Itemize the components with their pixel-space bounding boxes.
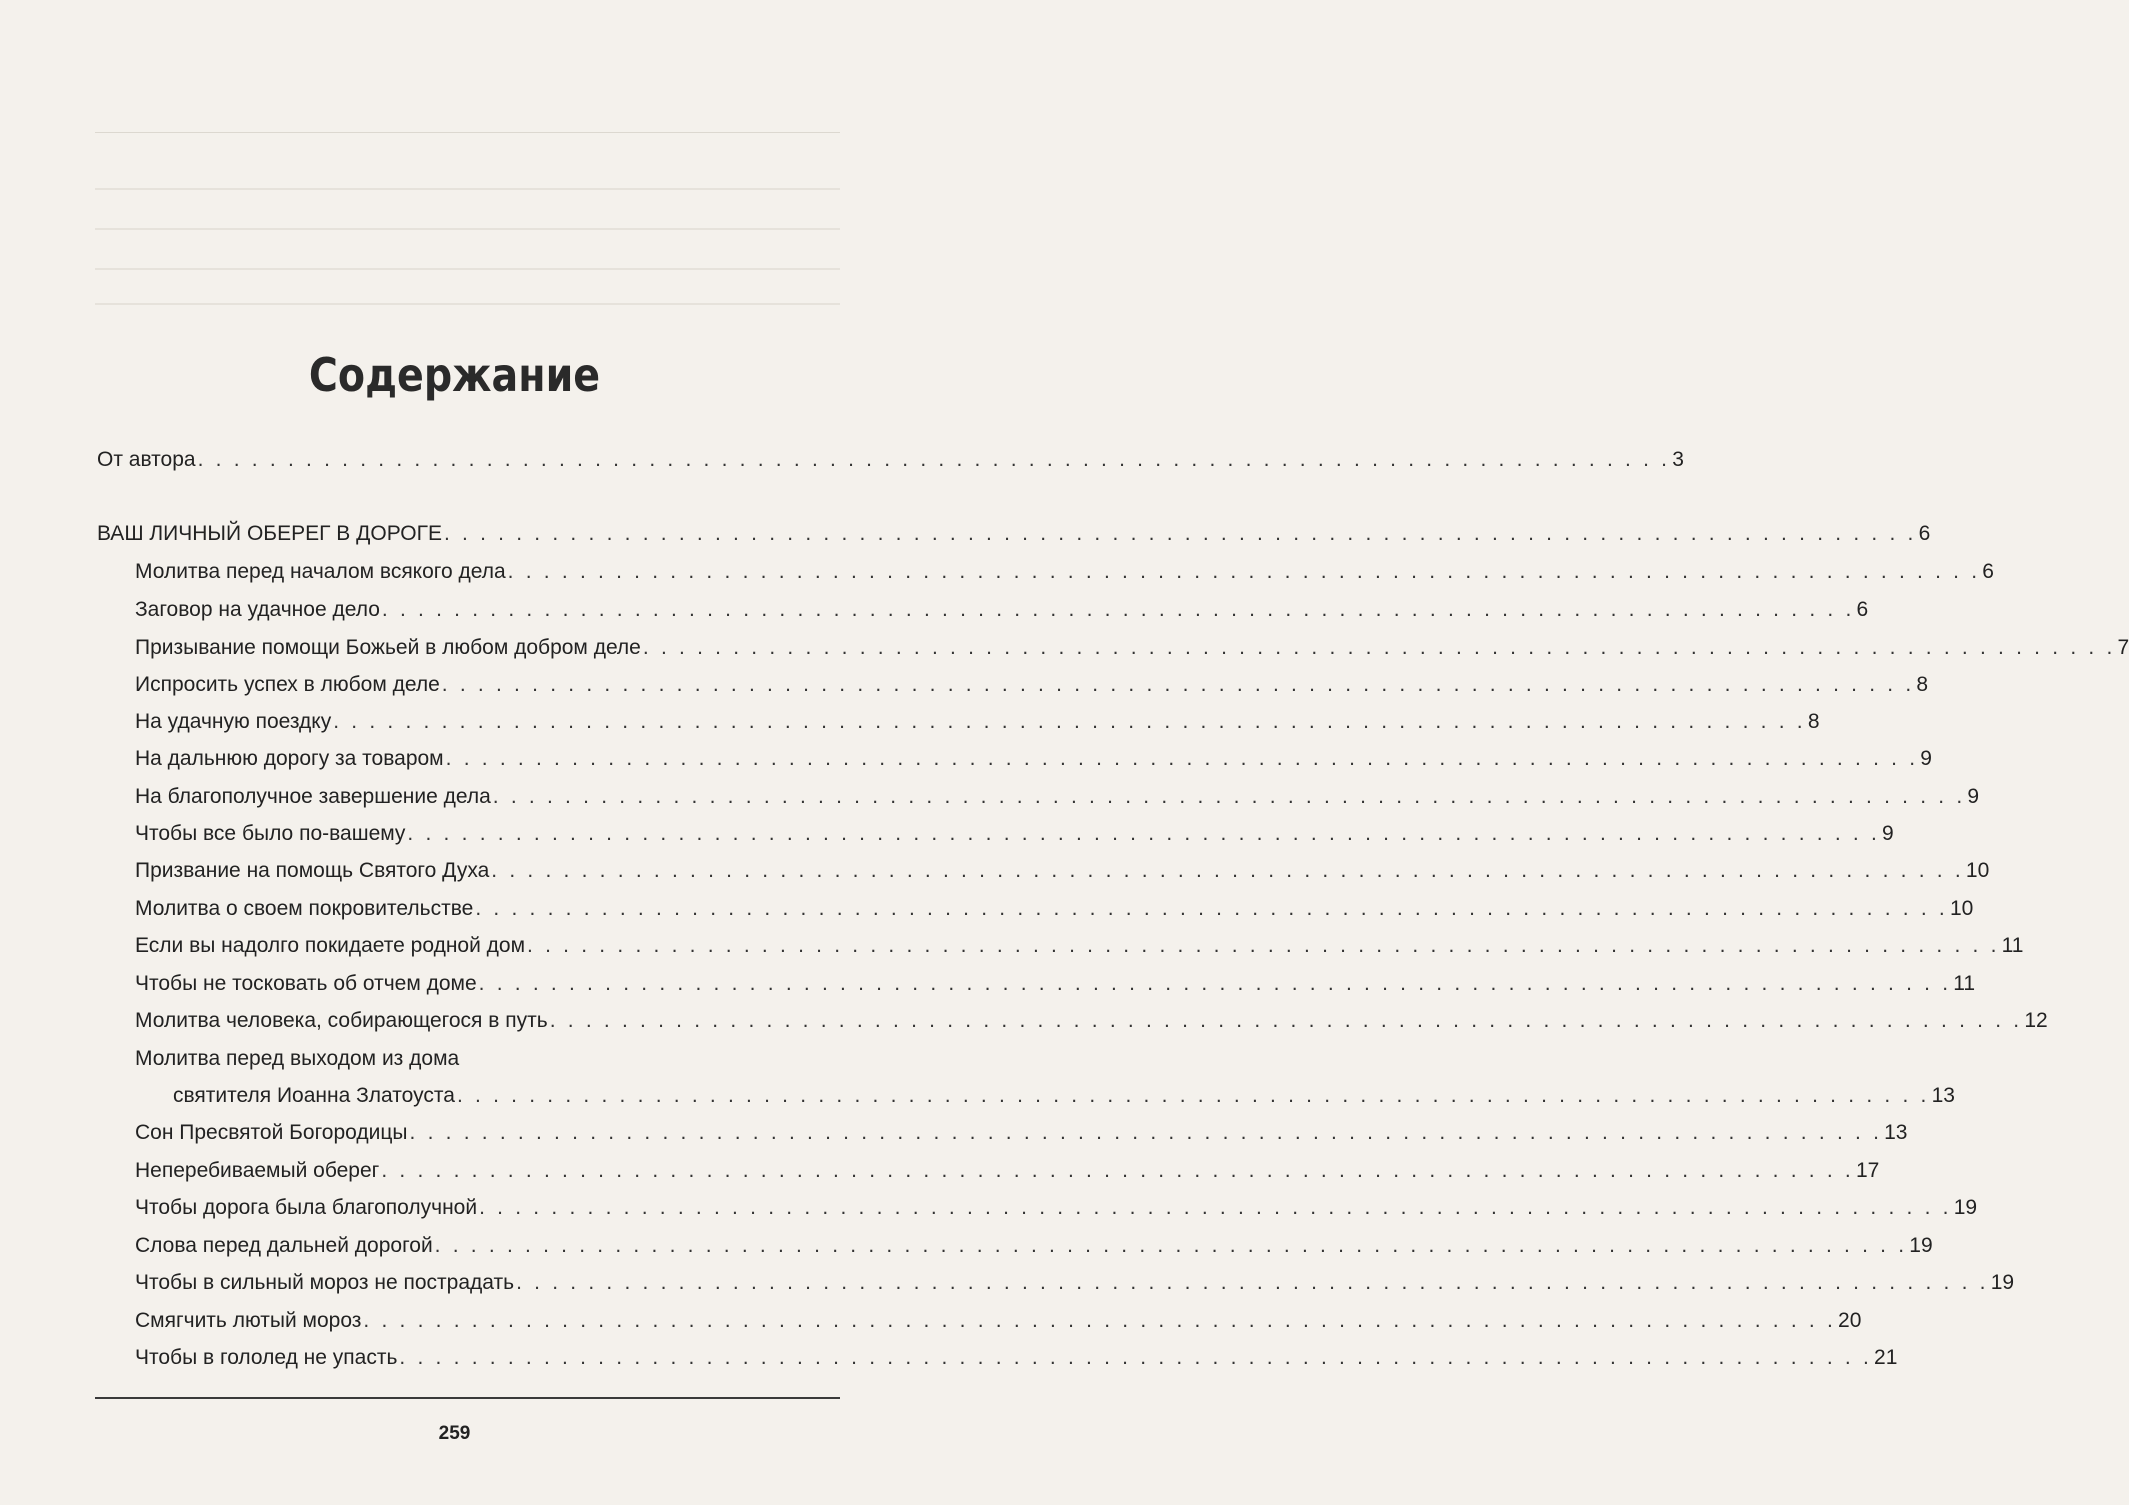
toc-entry [135, 1231, 1933, 1261]
toc-entry [135, 819, 1894, 849]
toc-entry-title: Заговор на удачное дело [135, 598, 380, 621]
toc-entry-title: Испросить успех в любом деле [135, 673, 440, 696]
toc-entry-page: 12 [2024, 1009, 2048, 1032]
dot-leader: . . . . . . . . . . . . . . . . . . . . . . . . . . . . . . . . . . . . . . . . . . . . . . . . . . . . . . . . . . . . . . . . . . . . . . . . . . . . . . . . . . [475, 897, 1948, 920]
toc-entry [135, 969, 1976, 999]
toc-entry [97, 519, 1931, 549]
dot-leader: . . . . . . . . . . . . . . . . . . . . . . . . . . . . . . . . . . . . . . . . . . . . . . . . . . . . . . . . . . . . . . . . . . . . . . . . . . . . . . . . . . [407, 822, 1881, 845]
toc-entry [173, 1081, 1955, 1111]
page-title: Содержание [308, 348, 601, 402]
toc-entry-title: Сон Пресвятой Богородицы [135, 1121, 408, 1144]
dot-leader: . . . . . . . . . . . . . . . . . . . . . . . . . . . . . . . . . . . . . . . . . . . . . . . . . . . . . . . . . . . . . . . . . . . . . . . . . . . . . . . . . . [479, 1196, 1952, 1219]
dot-leader: . . . . . . . . . . . . . . . . . . . . . . . . . . . . . . . . . . . . . . . . . . . . . . . . . . . . . . . . . . . . . . . . . . . . . . . . . . . . . . . . . . [409, 1121, 1883, 1144]
dot-leader: . . . . . . . . . . . . . . . . . . . . . . . . . . . . . . . . . . . . . . . . . . . . . . . . . . . . . . . . . . . . . . . . . . . . . . . . . . . . . . . . . . [527, 934, 2000, 957]
toc-entry-page: 19 [1990, 1271, 2015, 1294]
toc-entry [135, 670, 1929, 700]
toc-entry-title: Если вы надолго покидаете родной дом [135, 934, 526, 957]
toc-entry-title: Неперебиваемый оберег [135, 1159, 380, 1182]
dot-leader: . . . . . . . . . . . . . . . . . . . . . . . . . . . . . . . . . . . . . . . . . . . . . . . . . . . . . . . . . . . . . . . . . . . . . . . . . . . . . . . . . . [381, 598, 1855, 621]
toc-entry-title: На удачную поездку [135, 710, 332, 733]
toc-entry-page: 13 [1884, 1121, 1908, 1144]
toc-entry-page: 13 [1931, 1084, 1955, 1107]
toc-entry-page: 10 [1949, 897, 1974, 920]
toc-entry-page: 17 [1855, 1159, 1880, 1182]
toc-entry [135, 782, 1980, 812]
toc-entry-title: Смягчить лютый мороз [135, 1309, 362, 1332]
toc-entry-title: Чтобы не тосковать об отчем доме [135, 972, 477, 995]
toc-entry-page: 3 [1672, 448, 1684, 471]
toc-entry [135, 1306, 1862, 1336]
toc-entry-page: 11 [1953, 972, 1976, 995]
page-number: 259 [438, 1423, 471, 1444]
toc-entry-title: Слова перед дальней дорогой [135, 1234, 433, 1257]
dot-leader: . . . . . . . . . . . . . . . . . . . . . . . . . . . . . . . . . . . . . . . . . . . . . . . . . . . . . . . . . . . . . . . . . . . . . . . . . . . . . . . . . . [549, 1009, 2023, 1032]
dot-leader: . . . . . . . . . . . . . . . . . . . . . . . . . . . . . . . . . . . . . . . . . . . . . . . . . . . . . . . . . . . . . . . . . . . . . . . . . . . . . . . . . . [507, 560, 1981, 583]
dot-leader: . . . . . . . . . . . . . . . . . . . . . . . . . . . . . . . . . . . . . . . . . . . . . . . . . . . . . . . . . . . . . . . . . . . . . . . . . . . . . . . . . . [441, 673, 1915, 696]
toc-entry-title-continuation: святителя Иоанна Златоуста [173, 1084, 455, 1107]
toc-entry-title: Призвание на помощь Святого Духа [135, 859, 490, 882]
bleed-through-line [95, 188, 840, 190]
toc-entry [135, 1343, 1898, 1373]
toc-entry-title: Чтобы дорога была благополучной [135, 1196, 478, 1219]
footer-rule [95, 1397, 840, 1399]
toc-entry-page: 7 [2117, 636, 2129, 659]
dot-leader: . . . . . . . . . . . . . . . . . . . . . . . . . . . . . . . . . . . . . . . . . . . . . . . . . . . . . . . . . . . . . . . . . . . . . . . . . . . . . . . . . . [363, 1309, 1837, 1332]
toc-entry-page: 19 [1953, 1196, 1978, 1219]
toc-entry [135, 1118, 1908, 1148]
toc-entry [135, 931, 2024, 961]
toc-entry-page: 6 [1982, 560, 1994, 583]
toc-entry [135, 744, 1932, 774]
dot-leader: . . . . . . . . . . . . . . . . . . . . . . . . . . . . . . . . . . . . . . . . . . . . . . . . . . . . . . . . . . . . . . . . . . . . . . . . . . . . . . . . . . [642, 636, 2116, 659]
toc-entry-page: 9 [1967, 785, 1980, 808]
toc-entry-title: На дальнюю дорогу за товаром [135, 747, 444, 770]
dot-leader: . . . . . . . . . . . . . . . . . . . . . . . . . . . . . . . . . . . . . . . . . . . . . . . . . . . . . . . . . . . . . . . . . . . . . . . . . . . . . . . . . . [491, 859, 1964, 882]
toc-entry [135, 1268, 2015, 1298]
toc-entry-page: 19 [1909, 1234, 1933, 1257]
bleed-through-header-line [95, 132, 840, 133]
toc-entry-page: 9 [1882, 822, 1894, 845]
toc-entry-title: Чтобы в гололед не упасть [135, 1346, 398, 1369]
toc-entry [135, 633, 2129, 663]
toc-entry [135, 707, 1820, 737]
toc-entry-title: Чтобы все было по-вашему [135, 822, 406, 845]
bleed-through-line [95, 228, 840, 230]
toc-entry-page: 6 [1918, 522, 1931, 545]
toc-entry [97, 445, 1684, 475]
dot-leader: . . . . . . . . . . . . . . . . . . . . . . . . . . . . . . . . . . . . . . . . . . . . . . . . . . . . . . . . . . . . . . . . . . . . . . . . . . . . . . . . . . [492, 785, 1966, 808]
dot-leader: . . . . . . . . . . . . . . . . . . . . . . . . . . . . . . . . . . . . . . . . . . . . . . . . . . . . . . . . . . . . . . . . . . . . . . . . . . . . . . . . . . [434, 1234, 1908, 1257]
dot-leader: . . . . . . . . . . . . . . . . . . . . . . . . . . . . . . . . . . . . . . . . . . . . . . . . . . . . . . . . . . . . . . . . . . . . . . . . . . . . . . . . . . [445, 747, 1919, 770]
dot-leader: . . . . . . . . . . . . . . . . . . . . . . . . . . . . . . . . . . . . . . . . . . . . . . . . . . . . . . . . . . . . . . . . . . . . . . . . . . . . . . . . . . [456, 1084, 1930, 1107]
toc-entry-page: 9 [1920, 747, 1932, 770]
toc-entry-page: 20 [1838, 1309, 1862, 1332]
toc-entry [135, 1156, 1880, 1186]
toc-entry-title: Молитва о своем покровительстве [135, 897, 474, 920]
toc-entry-title: На благополучное завершение дела [135, 785, 491, 808]
toc-entry [135, 1006, 2048, 1036]
dot-leader: . . . . . . . . . . . . . . . . . . . . . . . . . . . . . . . . . . . . . . . . . . . . . . . . . . . . . . . . . . . . . . . . . . . . . . . . . . . . . . . . . . [443, 522, 1917, 545]
toc-entry-title: Молитва человека, собирающегося в путь [135, 1009, 548, 1032]
toc-entry-title: Призывание помощи Божьей в любом добром деле [135, 636, 641, 659]
dot-leader: . . . . . . . . . . . . . . . . . . . . . . . . . . . . . . . . . . . . . . . . . . . . . . . . . . . . . . . . . . . . . . . . . . . . . . . . . . . . . . . . . . [516, 1271, 1989, 1294]
toc-entry-title: Молитва перед началом всякого дела [135, 560, 506, 583]
dot-leader: . . . . . . . . . . . . . . . . . . . . . . . . . . . . . . . . . . . . . . . . . . . . . . . . . . . . . . . . . . . . . . . . . . . . . . . . . . . . . . . . . . [381, 1159, 1854, 1182]
toc-entry-page: 21 [1874, 1346, 1898, 1369]
toc-entry-title: ВАШ ЛИЧНЫЙ ОБЕРЕГ В ДОРОГЕ [97, 522, 442, 545]
toc-entry-page: 8 [1916, 673, 1929, 696]
dot-leader: . . . . . . . . . . . . . . . . . . . . . . . . . . . . . . . . . . . . . . . . . . . . . . . . . . . . . . . . . . . . . . . . . . . . . . . . . . . . . . . . . . [399, 1346, 1873, 1369]
toc-entry-page: 6 [1856, 598, 1869, 621]
toc-entry [135, 595, 1869, 625]
bleed-through-line [95, 268, 840, 270]
toc-entry-title: От автора [97, 448, 196, 471]
toc-entry [135, 557, 1994, 587]
toc-entry [135, 856, 1990, 886]
bleed-through-line [95, 303, 840, 305]
dot-leader: . . . . . . . . . . . . . . . . . . . . . . . . . . . . . . . . . . . . . . . . . . . . . . . . . . . . . . . . . . . . . . . . . . . . . . . . . . . . . . . . . . [478, 972, 1952, 995]
toc-entry [135, 894, 1974, 924]
toc-entry-page: 10 [1965, 859, 1990, 882]
dot-leader: . . . . . . . . . . . . . . . . . . . . . . . . . . . . . . . . . . . . . . . . . . . . . . . . . . . . . . . . . . . . . . . . . . . . . . . . . . . . . . . . . . [197, 448, 1671, 471]
toc-entry-page: 8 [1807, 710, 1820, 733]
dot-leader: . . . . . . . . . . . . . . . . . . . . . . . . . . . . . . . . . . . . . . . . . . . . . . . . . . . . . . . . . . . . . . . . . . . . . . . . . . . . . . . . . . [333, 710, 1806, 733]
toc-entry-title: Чтобы в сильный мороз не пострадать [135, 1271, 515, 1294]
toc-entry-title: Молитва перед выходом из дома [135, 1047, 460, 1070]
toc-entry [135, 1193, 1978, 1223]
toc-entry-page: 11 [2001, 934, 2024, 957]
